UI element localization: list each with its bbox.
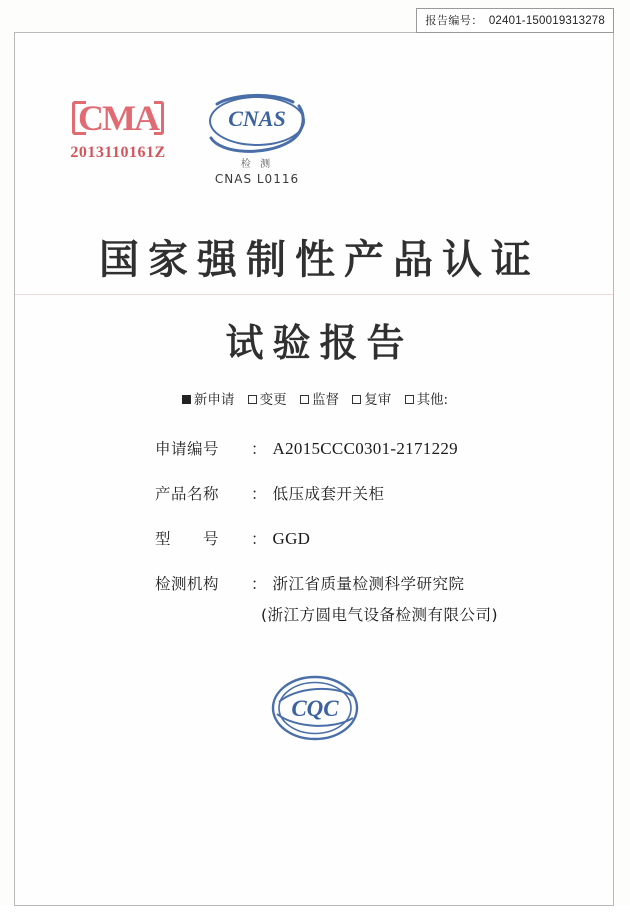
- checkbox-icon[interactable]: [352, 395, 361, 404]
- field-label: 型 号: [155, 530, 220, 548]
- cnas-mark: [182, 92, 332, 186]
- field-colon: ：: [251, 485, 267, 503]
- checkbox-label: 变更: [259, 392, 287, 408]
- checkbox-option-new[interactable]: [182, 388, 235, 408]
- field-value: 低压成套开关柜: [272, 485, 385, 503]
- cma-mark: [48, 98, 188, 162]
- report-number-label: 报告编号：: [425, 14, 483, 27]
- field-model: [0, 527, 630, 549]
- field-value: (浙江方圆电气设备检测有限公司): [261, 606, 499, 624]
- cnas-subtitle: 检 测: [240, 159, 274, 170]
- page-bottom-edge: [0, 906, 630, 921]
- report-number: [416, 8, 614, 33]
- checkbox-icon[interactable]: [300, 395, 309, 404]
- field-testing-organization: [0, 572, 630, 594]
- page-subtitle: 试验报告: [225, 320, 414, 365]
- field-list: [0, 437, 630, 647]
- checkbox-icon[interactable]: [182, 395, 191, 404]
- svg-text:CQC: CQC: [291, 696, 339, 721]
- field-colon: ：: [251, 440, 267, 458]
- field-value: 浙江省质量检测科学研究院: [272, 575, 465, 593]
- scan-artifact-line: [15, 294, 613, 295]
- cma-logo-icon: CMA: [78, 98, 158, 138]
- certification-marks: [0, 92, 630, 202]
- report-number-value: 02401-150019313278: [488, 15, 605, 27]
- field-label: 产品名称: [155, 485, 220, 503]
- field-label: 检测机构: [155, 575, 220, 593]
- field-testing-organization-secondary: [0, 603, 630, 625]
- page-title: 国家强制性产品认证: [99, 236, 540, 283]
- checkbox-option-supervision[interactable]: [300, 388, 339, 408]
- field-application-number: [0, 437, 630, 459]
- field-colon: ：: [251, 530, 267, 548]
- checkbox-option-review[interactable]: [352, 388, 391, 408]
- checkbox-option-change[interactable]: [248, 388, 287, 408]
- cqc-logo-icon: [269, 672, 361, 744]
- cnas-logo-icon: [203, 92, 311, 154]
- cqc-seal: [0, 672, 630, 749]
- checkbox-icon[interactable]: [405, 395, 414, 404]
- checkbox-label: 新申请: [193, 392, 235, 408]
- application-type-checkboxes: [0, 388, 630, 408]
- cnas-text: CNAS: [228, 106, 286, 131]
- field-colon: ：: [251, 575, 267, 593]
- field-value: A2015CCC0301-2171229: [272, 439, 458, 458]
- checkbox-label: 其他:: [416, 392, 449, 408]
- checkbox-icon[interactable]: [248, 395, 257, 404]
- field-value: GGD: [272, 529, 311, 548]
- checkbox-label: 复审: [364, 392, 392, 408]
- cma-code: 2013110161Z: [70, 144, 166, 161]
- checkbox-label: 监督: [311, 392, 339, 408]
- field-label: 申请编号: [155, 440, 220, 458]
- cnas-registration: CNAS L0116: [214, 172, 300, 186]
- field-product-name: [0, 482, 630, 504]
- checkbox-option-other[interactable]: [405, 388, 449, 408]
